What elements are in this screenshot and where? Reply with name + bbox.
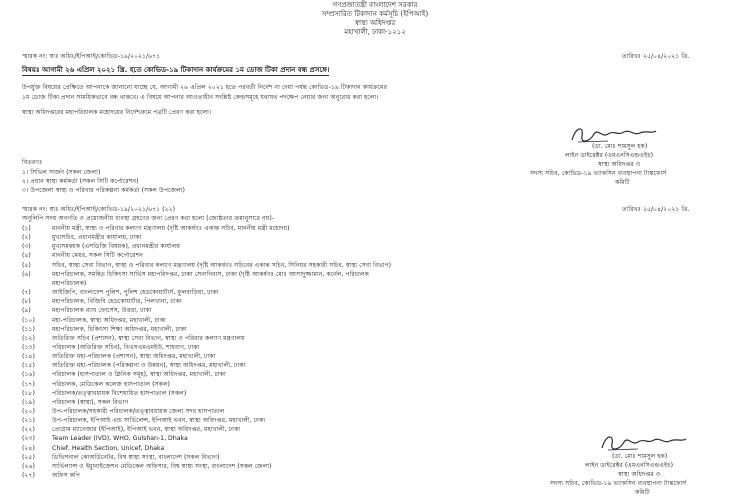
copy-item-text: মাননীয় মন্ত্রী, স্বাস্থ্য ও পরিবার কল্যাণ মন্ত্রণালয় (দৃষ্টি আকর্ষণঃ একান্ত সচিব, মাননীয় মন্ত্রী মহোদয়) — [52, 225, 290, 232]
copy-item-text: মহা-পরিচালক, স্বাস্থ্য অধিদপ্তর, মহাখালী, ঢাকা — [52, 316, 166, 324]
distribution-heading: বিতরণঃ — [22, 159, 43, 166]
copy-item-number: (২২) — [22, 426, 35, 434]
copy-item-text: পরিচালক (অতিরিক্ত সচিব), বিএসএমএমইউ, শাহবাগ, ঢাকা — [52, 343, 200, 351]
copy-item-text: উপ-পরিচালক/সহকারী পরিচালক/তত্ত্বাবধায়ক জেলা সদর হাসপাতাল — [52, 408, 225, 415]
copy-item-text: প্রোগ্রাম ম্যানেজার (ইপিআই), ইপিআই ভবন, স্বাস্থ্য অধিদপ্তর, মহাখালী, ঢাকা — [52, 426, 241, 434]
memo-date: তারিখঃ ২৫/০৪/২০২১ খ্রি. — [622, 53, 690, 60]
copy-item-number: (১৩) — [22, 343, 35, 351]
copy-item-text: আইজিপি, বাংলাদেশ পুলিশ, পুলিশ হেডকোয়ার্টার্স, ফুলবাড়িয়া, ঢাকা — [52, 289, 219, 297]
copy-item-text: অফিস কপি — [52, 472, 81, 480]
copy-item-number: (২৫) — [22, 453, 35, 461]
copy-item-number: (১৪) — [22, 353, 35, 361]
body-paragraph-2: স্বাস্থ্য অধিদপ্তরের মহাপরিচালক মহোদয়ের নির্দেশক্রমে পত্রটি প্রেরণ করা হলো। — [22, 109, 212, 116]
copy-item-text: Team Leader (IVD), WHO, Gulshan-1, Dhaka — [52, 435, 188, 443]
copy-item-text: পরিচালক (স্বাস্থ্য), সকল বিভাগ — [52, 398, 129, 406]
body-paragraph-1a: উপর্যুক্ত বিষয়ের প্রেক্ষিতে আপনাকে জানানো যাচ্ছে যে, আগামী ২৬ এপ্রিল ২০২১ হতে পরবর্তী নির্দেশ না দেয়া পর্যন্ত কোভিড-১৯ টিকাদান কার্যক্রমের — [22, 84, 387, 91]
signature-1-name: (ডা. মোঃ শামসুল হক) — [592, 143, 648, 150]
copy-item-number: (১৮) — [22, 389, 35, 397]
copy-item-number: (১৬) — [22, 371, 35, 379]
copy-item-text: উপ-পরিচালক, ইপিআই এন্ড সার্ভিলেন্স, ইপিআই ভবন, স্বাস্থ্য অধিদপ্তর, মহাখালী, ঢাকা — [52, 417, 266, 425]
copy-item-text: মহাপরিচালক র‍্যাব ফোর্সেস, উত্তরা, ঢাকা — [52, 307, 152, 315]
copy-item-text: মহাপরিচালক, চিকিৎসা শিক্ষা অধিদপ্তর, মহাখালী, ঢাকা — [52, 325, 187, 333]
header-program: সম্প্রসারিত টিকাদান কর্মসূচি (ইপিআই) — [321, 10, 429, 18]
copy-item-number: (২) — [22, 234, 31, 242]
copy-item-number: (১২) — [22, 334, 35, 342]
copy-item-number: (১০) — [22, 316, 35, 324]
signature-1-title: লাইন ডাইরেক্টর (এমএনসিএন্ডএইচ) — [565, 152, 653, 159]
memo2-reference: স্মারক নং: স্বাঃ অধিঃ/ইপিআই/কোভিড-১৯/২০২১/৬৭১ (২২) — [22, 206, 176, 213]
signature-2-image — [598, 432, 690, 454]
copy-item-number: (২৭) — [22, 472, 35, 480]
copy-item-number: (৩) — [22, 243, 31, 251]
copy-item-number: (২৬) — [22, 462, 35, 470]
copy-item-text: পরিচালক (হাসপাতাল ও ক্লিনিক সমূহ), স্বাস্থ্য অধিদপ্তর, মহাখালী, ঢাকা — [52, 371, 226, 379]
header-address: মহাখালী, ঢাকা-১২১২ — [344, 28, 406, 36]
copy-item-text: মাননীয় মেয়র, সকল সিটি কর্পোরেশন — [52, 252, 143, 260]
copy-item-text: সচিব, স্বাস্থ্য সেবা বিভাগ, স্বাস্থ্য ও পরিবার কল্যাণ মন্ত্রণালয় (দৃষ্টি আকর্ষণঃ সচিবের একান্ত সচিব, সিনিয়র সহকারী সচিব, স্বাস্থ্য সেবা বিভাগ) — [52, 261, 392, 269]
distribution-item: ২। প্রধান স্বাস্থ্য কর্মকর্তা (সকল সিটি কর্পোরেশন) — [22, 178, 139, 185]
memo-reference: স্মারক নং: স্বাঃ অধিঃ/ইপিআই/কোভিড-১৯/২০২১/৬৭১ — [22, 53, 161, 60]
copy-item-text: মুখ্যসমন্বয়ক (এসডিজি বিষয়ক), প্রধানমন্ত্রীর কার্যালয় — [52, 243, 180, 251]
signature-1-role: সদস্য সচিব, কোভিড-১৯ ভ্যাকসিন ব্যবস্থাপনা টাস্কফোর্স — [530, 170, 667, 177]
copy-item-text: পরিচালক, মেডিকেল কলেজ হাসপাতাল (সকল) — [52, 380, 170, 388]
copy-item-number: (৫) — [22, 261, 31, 269]
copy-item-text: মুখ্যসচিব, প্রধানমন্ত্রীর কার্যালয়, ঢাকা — [52, 234, 142, 242]
memo2-date: তারিখঃ ২৫/০৪/২০২১ খ্রি. — [622, 206, 690, 213]
signature-2-office: স্বাস্থ্য অধিদপ্তর ও — [618, 471, 661, 478]
copy-item-number: (৬) — [22, 270, 31, 278]
copy-item-text: Chief, Health Section, Unicef, Dhaka — [52, 444, 165, 452]
copy-item-text: অতিরিক্ত সচিব (প্রশাসন), স্বাস্থ্য সেবা বিভাগ, স্বাস্থ্য ও পরিবার কল্যাণ মন্ত্রণালয় — [52, 334, 245, 342]
body-paragraph-1b: ১ম ডোজ টিকা প্রদান সাময়িকভাবে বন্ধ থাকবে। এ বিষয়ে আপনার আওতাধীন সংশ্লিষ্ট কেন্দ্রসমূহে যথাযথ পদক্ষেপ নেয়ার জন্য অনুরোধ করা হলো। — [22, 94, 379, 101]
copy-item-number: (১১) — [22, 325, 35, 333]
copy-item-number: (৯) — [22, 307, 31, 315]
signature-1-office: স্বাস্থ্য অধিদপ্তর ও — [598, 161, 641, 168]
copy-item-text: সার্ভিল্যান্স ও ইম্যুনাইজেশন মেডিকেল অফিসার, বিশ্ব স্বাস্থ্য সংস্থা, বাংলাদেশ (সকল জেলা) — [52, 462, 272, 470]
copy-item-number: (৭) — [22, 289, 31, 297]
copy-item-number: (১৯) — [22, 398, 35, 406]
copy-item-text: ডিভিশনাল কোঅর্ডিনেটর, বিশ্ব স্বাস্থ্য সংস্থা, বাংলাদেশ (সকল বিভাগ) — [52, 453, 220, 461]
signature-2-title: লাইন ডাইরেক্টর (এমএনসিএন্ডএইচ) — [585, 462, 673, 469]
signature-2-name: (ডা. মোঃ শামসুল হক) — [612, 453, 668, 460]
signature-2-role: সদস্য সচিব, কোভিড-১৯ ভ্যাকসিন ব্যবস্থাপনা টাস্কফোর্স — [550, 480, 687, 487]
copy-item-text: পরিচালক/তত্ত্বাবধায়ক বিশেষায়িত হাসপাতাল (সকল) — [52, 389, 187, 397]
distribution-item: ৩। উপজেলা স্বাস্থ্য ও পরিবার পরিকল্পনা কর্মকর্তা (সকল উপজেলা) — [22, 187, 185, 194]
signature-1-committee: কমিটি — [615, 179, 630, 186]
copy-item-number: (২১) — [22, 417, 35, 425]
subject-line: বিষয়ঃ আগামী ২৬ এপ্রিল ২০২১ খ্রি. হতে কোভিড-১৯ টিকাদান কার্যক্রমের ১ম ডোজ টিকা প্রদান বন্ধ প্রসঙ্গে। — [22, 66, 330, 74]
signature-2-committee: কমিটি — [635, 489, 650, 496]
copy-item-number: (২৪) — [22, 444, 35, 452]
copy-item-number: (১৭) — [22, 380, 35, 388]
copy-item-number: (৮) — [22, 298, 31, 306]
header-government: গণপ্রজাতন্ত্রী বাংলাদেশ সরকার — [332, 1, 418, 9]
copy-item-text: মহাপরিচালক) — [52, 279, 87, 287]
header-directorate: স্বাস্থ্য অধিদপ্তর — [354, 19, 396, 27]
copy-item-number: (১) — [22, 225, 31, 232]
copy-intro: অনুলিপি সদয় অবগতি ও প্রয়োজনীয় ব্যবস্থা গ্রহণের জন্য প্রেরণ করা হলো (জ্যেষ্ঠতার ক্রমানুসারে নয়)- — [22, 215, 274, 222]
copy-item-text: মহাপরিচালক, বিজিবি হেডকোয়ার্টার, পিলখানা, ঢাকা — [52, 298, 182, 306]
copy-item-number: (২০) — [22, 408, 35, 415]
copy-item-number: (২৩) — [22, 435, 35, 443]
copy-item-number: (৪) — [22, 252, 31, 260]
copy-item-number: (১৫) — [22, 362, 35, 370]
copy-item-text: অতিরিক্ত মহা-পরিচালক (পরিকল্পনা ও উন্নয়ন), স্বাস্থ্য অধিদপ্তর, মহাখালী, ঢাকা — [52, 362, 246, 370]
copy-item-text: অতিরিক্ত মহা-পরিচালক (প্রশাসন), স্বাস্থ্য অধিদপ্তর, মহাখালী, ঢাকা — [52, 353, 216, 361]
distribution-item: ১। সিভিল সার্জন (সকল জেলা) — [22, 169, 101, 176]
copy-item-text: মহাপরিচালক, সমন্বিত চিকিৎসা সার্ভিস মহাপরিদপ্তর, ঢাকা সেনানিবাস, ঢাকা (দৃষ্টি আকর্ষণঃ মোঃ আসাদুজ্জামান, কর্নেল, পরিচালক — [52, 270, 369, 278]
